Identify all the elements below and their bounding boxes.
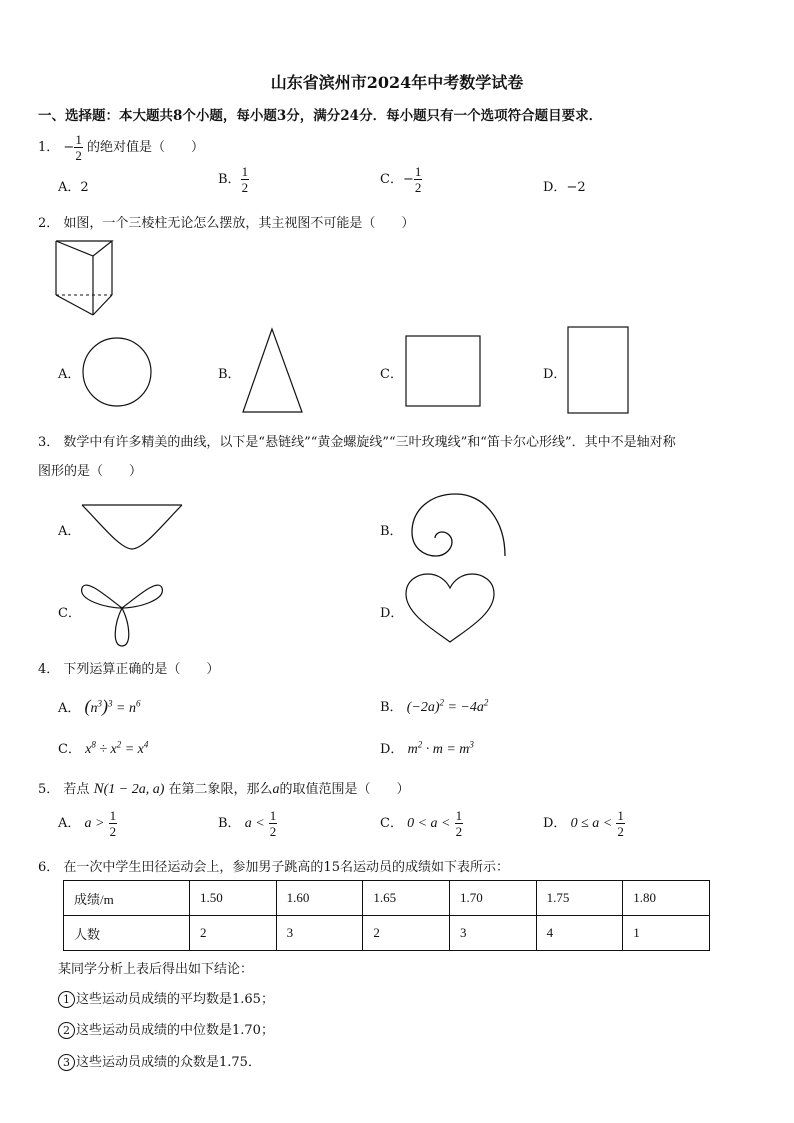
table-cell: 成绩/m <box>64 881 190 916</box>
option-a-label: A． <box>58 367 81 382</box>
question-4 <box>38 658 219 677</box>
option-a <box>58 176 89 195</box>
fraction <box>616 809 625 838</box>
option-d <box>380 738 474 758</box>
fraction-numerator: 1 <box>75 132 82 147</box>
conclusion-item <box>58 1051 261 1071</box>
question-1 <box>38 133 204 162</box>
fraction-numerator: 1 <box>617 808 624 823</box>
question-text: 的取值范围是（ ） <box>279 782 410 797</box>
option-label: A． <box>58 816 81 831</box>
fraction-denominator: 2 <box>455 824 463 839</box>
option-b <box>218 809 277 838</box>
table-row <box>64 881 710 916</box>
question-text: 的绝对值是（ ） <box>86 140 204 155</box>
option-b <box>380 696 488 716</box>
fraction-denominator: 2 <box>414 180 422 195</box>
question-text-line2: 图形的是（ ） <box>38 464 143 479</box>
fraction-numerator: 1 <box>109 808 117 823</box>
question-5 <box>38 778 410 798</box>
point-name: N <box>93 781 104 797</box>
question-number: 5． <box>38 782 60 797</box>
fraction-numerator: 1 <box>414 164 422 179</box>
table-cell: 2 <box>363 916 450 951</box>
option-label: C． <box>380 816 403 831</box>
question-text: 如图，一个三棱柱无论怎么摆放，其主视图不可能是（ ） <box>63 216 415 231</box>
option-d <box>543 176 586 195</box>
table-cell: 1.50 <box>190 881 277 916</box>
question-text: 下列运算正确的是（ ） <box>63 662 220 677</box>
conclusion-item <box>58 988 274 1008</box>
triangle-icon <box>242 328 304 414</box>
table-cell: 3 <box>449 916 536 951</box>
rectangle-icon <box>567 326 629 414</box>
question-text: 若点 <box>63 782 90 797</box>
catenary-curve-icon <box>80 503 184 551</box>
conclusion-item <box>58 1019 274 1039</box>
fraction <box>455 809 464 838</box>
question-number: 6． <box>38 860 60 875</box>
question-3 <box>38 431 676 450</box>
square-icon <box>405 335 481 407</box>
option-label: D． <box>543 816 567 831</box>
fraction-numerator: 1 <box>241 164 249 179</box>
option-c <box>380 809 463 838</box>
table-cell: 1.75 <box>536 881 623 916</box>
option-label: C． <box>58 742 81 757</box>
option-b-label: B． <box>380 524 403 539</box>
circled-number: 3 <box>58 1054 75 1071</box>
fraction-denominator: 2 <box>241 180 249 195</box>
option-d <box>543 809 625 838</box>
math-expression: 0 < a < <box>407 816 451 831</box>
question-number: 4． <box>38 662 60 677</box>
triangular-prism-icon <box>55 240 115 318</box>
minus-sign: − <box>402 172 414 187</box>
option-d-label: D． <box>543 367 567 382</box>
table-cell: 人数 <box>64 916 190 951</box>
table-cell: 1.70 <box>449 881 536 916</box>
question-text: 在一次中学生田径运动会上，参加男子跳高的15名运动员的成绩如下表所示： <box>63 860 509 875</box>
option-label: B． <box>380 700 403 715</box>
option-c-label: C． <box>58 606 81 621</box>
option-b-label: B． <box>218 367 241 382</box>
circle-icon <box>82 337 152 407</box>
option-d-label: D． <box>380 606 404 621</box>
option-value: 2 <box>80 180 89 195</box>
conclusion-text: 这些运动员成绩的众数是1.75． <box>76 1055 261 1070</box>
table-cell: 1.60 <box>276 881 363 916</box>
conclusion-text: 这些运动员成绩的中位数是1.70； <box>76 1023 274 1038</box>
table-row <box>64 916 710 951</box>
table-cell: 1.80 <box>623 881 710 916</box>
fraction <box>269 809 278 838</box>
option-a <box>58 696 140 717</box>
fraction-denominator: 2 <box>269 824 277 839</box>
math-expression: $(n^3)^3 = n^6$ <box>84 696 141 716</box>
option-a <box>58 809 117 838</box>
option-label: A． <box>58 701 81 716</box>
variable: a <box>272 782 280 797</box>
option-value: −2 <box>566 180 586 195</box>
math-expression: a > <box>84 816 105 831</box>
circled-number: 1 <box>58 991 75 1008</box>
option-label: B． <box>218 816 241 831</box>
three-leaf-rose-icon <box>78 570 168 648</box>
circled-number: 2 <box>58 1022 75 1039</box>
fraction-denominator: 2 <box>109 824 117 839</box>
fraction <box>74 133 83 162</box>
option-a-label: A． <box>58 524 81 539</box>
fraction-numerator: 1 <box>269 808 277 823</box>
option-c <box>380 165 422 194</box>
table-cell: 1.65 <box>363 881 450 916</box>
question-number: 3． <box>38 435 60 450</box>
question-number: 2． <box>38 216 60 231</box>
fraction-numerator: 1 <box>455 808 463 823</box>
option-label: D． <box>543 180 567 195</box>
score-table <box>63 880 710 951</box>
point-coords: (1 − 2a, a) <box>103 782 165 797</box>
table-cell: 2 <box>190 916 277 951</box>
section-heading: 一、选择题：本大题共8个小题，每小题3分，满分24分．每小题只有一个选项符合题目要求． <box>38 108 603 124</box>
fraction <box>241 165 250 194</box>
option-c <box>58 738 148 758</box>
option-c-label: C． <box>380 367 403 382</box>
page-title: 山东省滨州市2024年中考数学试卷 <box>270 73 524 92</box>
cardioid-heart-icon <box>404 572 496 646</box>
question-2 <box>38 212 414 231</box>
golden-spiral-icon <box>402 490 510 560</box>
fraction <box>109 809 118 838</box>
fraction-denominator: 2 <box>617 824 624 839</box>
math-expression: $m^2 \cdot m = m^3$ <box>407 739 474 757</box>
table-cell: 3 <box>276 916 363 951</box>
question-text-line1: 数学中有许多精美的曲线，以下是“悬链线”“黄金螺旋线”“三叶玫瑰线”和“笛卡尔心形线”．其中不是轴对称 <box>63 435 676 450</box>
math-expression: $(-2a)^2 = -4a^2$ <box>406 697 489 715</box>
math-expression: a < <box>244 816 265 831</box>
question-number: 1． <box>38 140 60 155</box>
conclusion-text: 这些运动员成绩的平均数是1.65； <box>76 992 274 1007</box>
option-label: A． <box>58 180 81 195</box>
question-text: 在第二象限，那么 <box>168 782 273 797</box>
table-cell: 4 <box>536 916 623 951</box>
minus-sign: − <box>63 140 75 155</box>
math-expression: 0 ≤ a < <box>570 816 613 831</box>
fraction-denominator: 2 <box>75 148 82 163</box>
option-label: C． <box>380 172 403 187</box>
analysis-text: 某同学分析上表后得出如下结论： <box>58 962 254 977</box>
question-6 <box>38 856 509 875</box>
table-cell: 1 <box>623 916 710 951</box>
math-expression: $x^8 \div x^2 = x^4$ <box>85 739 149 757</box>
option-label: B． <box>218 172 241 187</box>
fraction <box>414 165 423 194</box>
option-b <box>218 165 249 194</box>
option-label: D． <box>380 742 404 757</box>
